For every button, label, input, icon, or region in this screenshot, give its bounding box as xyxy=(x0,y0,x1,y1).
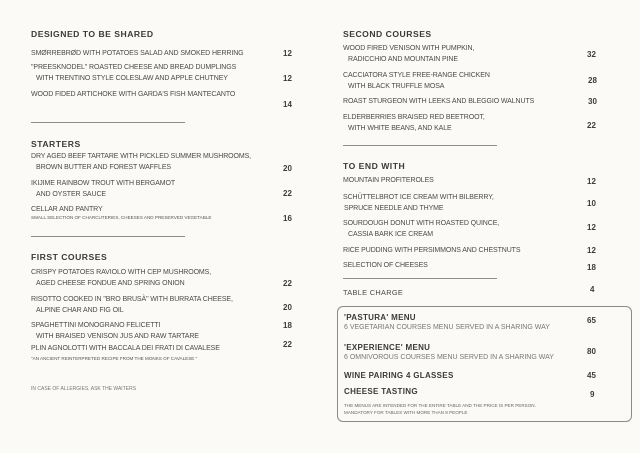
price: 65 xyxy=(587,316,596,325)
divider xyxy=(343,145,497,146)
wine-pairing-title: WINE PAIRING 4 GLASSES xyxy=(344,371,454,380)
experience-menu-subtitle: 6 OMNIVOROUS COURSES MENU SERVED IN A SHARING WAY xyxy=(344,354,554,361)
menu-item: ELDERBERRIES BRAISED RED BEETROOT, WITH WHITE BEANS, AND KALE xyxy=(343,114,485,132)
box-note-1: THE MENUS ARE INTENDED FOR THE ENTIRE TABLE AND THE PRICE IS PER PERSON. xyxy=(344,403,536,408)
pastura-menu-subtitle: 6 VEGETARIAN COURSES MENU SERVED IN A SHARING WAY xyxy=(344,324,550,331)
pastura-menu-title: 'PASTURA' MENU xyxy=(344,313,416,322)
price: 45 xyxy=(587,371,596,380)
menu-item: SPAGHETTINI MONOGRANO FELICETTI WITH BRAISED VENISON JUS AND RAW TARTARE xyxy=(31,322,199,340)
price: 10 xyxy=(587,199,596,208)
menu-item: MOUNTAIN PROFITEROLES xyxy=(343,177,434,184)
cheese-tasting-title: CHEESE TASTING xyxy=(344,387,418,396)
price: 12 xyxy=(283,74,292,83)
section-title-second-courses: SECOND COURSES xyxy=(343,29,432,39)
price: 80 xyxy=(587,347,596,356)
menu-item: CRISPY POTATOES RAVIOLO WITH CEP MUSHROOMS, AGED CHEESE FONDUE AND SPRING ONION xyxy=(31,269,212,287)
price: 16 xyxy=(283,214,292,223)
menu-item: SMØRREBRØD WITH POTATOES SALAD AND SMOKED HERRING xyxy=(31,50,244,57)
price: 22 xyxy=(587,121,596,130)
section-title-starters: STARTERS xyxy=(31,139,81,149)
menu-item: SOURDOUGH DONUT WITH ROASTED QUINCE, CASSIA BARK ICE CREAM xyxy=(343,220,500,238)
table-charge-label: TABLE CHARGE xyxy=(343,288,404,297)
price: 12 xyxy=(283,49,292,58)
price: 18 xyxy=(587,263,596,272)
menu-item: CELLAR AND PANTRY xyxy=(31,206,103,213)
price: 9 xyxy=(590,390,595,399)
price: 12 xyxy=(587,246,596,255)
price: 22 xyxy=(283,189,292,198)
menu-item: IKIJIME RAINBOW TROUT WITH BERGAMOT AND OYSTER SAUCE xyxy=(31,180,176,198)
menu-item: WOOD FIDED ARTICHOKE WITH GARDA'S FISH MANTECANTO xyxy=(31,91,236,98)
price: 30 xyxy=(588,97,597,106)
menu-item: PLIN AGNOLOTTI WITH BACCALA DEI FRATI DI CAVALESE xyxy=(31,345,220,352)
item-note: "AN ANCIENT REINTERPRETED RECIPE FROM THE MONKS OF CAVALESE " xyxy=(31,356,198,361)
menu-item: DRY AGED BEEF TARTARE WITH PICKLED SUMMER MUSHROOMS, BROWN BUTTER AND FOREST WAFFLES xyxy=(31,153,252,171)
menu-item: RISOTTO COOKED IN "BRO BRUSÀ" WITH BURRATA CHEESE, ALPINE CHAR AND FIG OIL xyxy=(31,296,233,314)
menu-item: CACCIATORA STYLE FREE-RANGE CHICKEN WITH BLACK TRUFFLE MOSA xyxy=(343,72,490,90)
experience-menu-title: 'EXPERIENCE' MENU xyxy=(344,343,431,352)
price: 22 xyxy=(283,340,292,349)
divider xyxy=(31,122,185,123)
price: 18 xyxy=(283,321,292,330)
menu-item: "PREESKNODEL" ROASTED CHEESE AND BREAD DUMPLINGS WITH TRENTINO STYLE COLESLAW AND APPLE CHUTNEY xyxy=(31,64,237,82)
price: 20 xyxy=(283,303,292,312)
section-title-first-courses: FIRST COURSES xyxy=(31,252,108,262)
menu-item: ROAST STURGEON WITH LEEKS AND BLEGGIO WALNUTS xyxy=(343,98,535,105)
menu-item: SCHÜTTELBROT ICE CREAM WITH BILBERRY, SPRUCE NEEDLE AND THYME xyxy=(343,194,494,212)
price: 12 xyxy=(587,223,596,232)
allergy-note: IN CASE OF ALLERGIES, ASK THE WAITERS xyxy=(31,386,137,392)
price: 14 xyxy=(283,100,292,109)
box-note-2: MANDATORY FOR TABLES WITH MORE THAN 8 PEOPLE xyxy=(344,410,468,415)
divider xyxy=(343,278,497,279)
price: 32 xyxy=(587,50,596,59)
price: 12 xyxy=(587,177,596,186)
menu-item: SELECTION OF CHEESES xyxy=(343,262,428,269)
price: 22 xyxy=(283,279,292,288)
price: 4 xyxy=(590,285,595,294)
divider xyxy=(31,236,185,237)
price: 20 xyxy=(283,164,292,173)
section-title-to-end-with: TO END WITH xyxy=(343,161,406,171)
menu-item: WOOD FIRED VENISON WITH PUMPKIN, RADICCHIO AND MOUNTAIN PINE xyxy=(343,45,475,63)
item-note: SMALL SELECTION OF CHARCUTERIES, CHEESES AND PRESERVED VEGETABLE xyxy=(31,215,212,220)
section-title-shared: DESIGNED TO BE SHARED xyxy=(31,29,154,39)
menu-item: RICE PUDDING WITH PERSIMMONS AND CHESTNUTS xyxy=(343,247,521,254)
price: 28 xyxy=(588,76,597,85)
